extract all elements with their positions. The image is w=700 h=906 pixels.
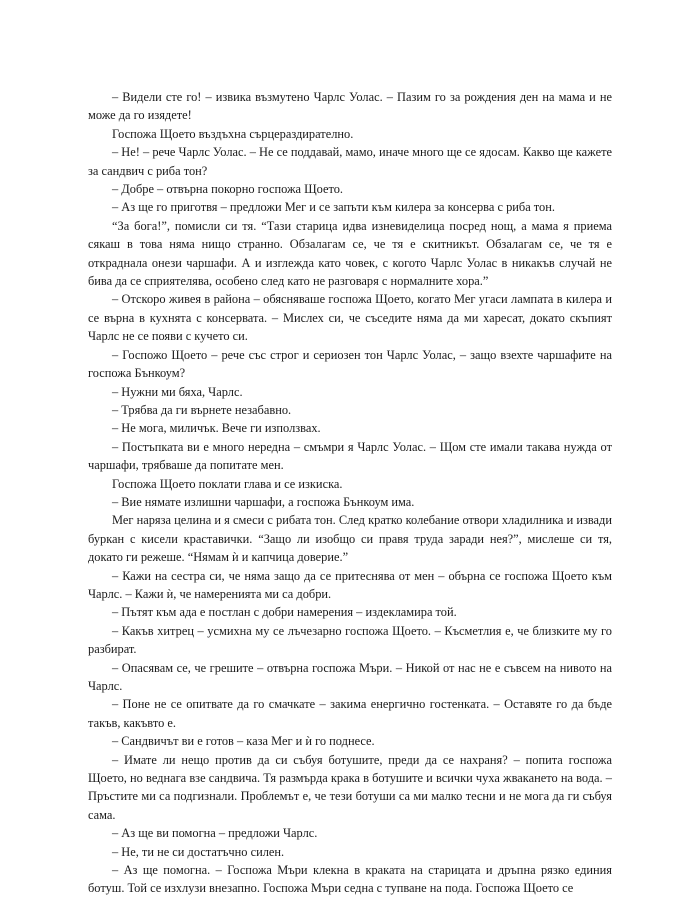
paragraph: Мег наряза целина и я смеси с рибата тон. След кратко колебание отвори хладилника и извади буркан с кисели краставички. “Защо ли изобщо си правя труда заради нея?”, мислеше си тя, докато ги режеше. “Нямам ѝ и капчица доверие.” <box>88 513 612 565</box>
paragraph: Госпожа Щоето поклати глава и се изкиска. <box>112 476 343 491</box>
paragraph: – Аз ще го приготвя – предложи Мег и се запъти към килера за консерва с риба тон. <box>112 200 555 215</box>
paragraph: – Сандвичът ви е готов – каза Мег и ѝ го поднесе. <box>112 734 375 749</box>
paragraph: – Видели сте го! – извика възмутено Чарлс Уолас. – Пазим го за рождения ден на мама и не може да го изядете! <box>88 90 612 123</box>
paragraph: – Не! – рече Чарлс Уолас. – Не се поддавай, мамо, иначе много ще се ядосам. Какво ще кажете за сандвич с риба тон? <box>88 145 612 178</box>
paragraph: – Отскоро живея в района – обясняваше госпожа Щоето, когато Мег угаси лампата в килера и се върна в кухнята с консервата. – Мислех си, че съседите няма да ми харесат, докато скъпият Чарлс не се появи с кучето си. <box>88 292 612 344</box>
paragraph: – Имате ли нещо против да си събуя ботушите, преди да се нахраня? – попита госпожа Щоето, но веднага взе сандвича. Тя размърда крака в ботушите и всички чуха жвакането на вода. – Пръстите ми са подгизнали. Проблемът е, че тези ботуши са ми малко тесни и не мога да ги събуя сама. <box>88 752 612 822</box>
paragraph: – Добре – отвърна покорно госпожа Щоето. <box>112 182 344 197</box>
paragraph: “За бога!”, помисли си тя. “Тази старица идва изневиделица посред нощ, а мама я приема сякаш в това няма нищо странно. Обзалагам се, че тя е скитникът. Обзалагам се, че тя е откраднала онези чаршафи. А и изглежда като човек, с когото Чарлс Уолас в никакъв случай не бива да се сприятелява, особено след като не разговаря с нормалните хора.” <box>88 218 612 289</box>
paragraph: – Постъпката ви е много нередна – смъмри я Чарлс Уолас. – Щом сте имали такава нужда от чаршафи, трябваше да попитате мен. <box>88 439 612 473</box>
paragraph: – Поне не се опитвате да го смачкате – закима енергично гостенката. – Оставяте го да бъде такъв, какъвто е. <box>88 697 612 730</box>
paragraph: – Нужни ми бяха, Чарлс. <box>112 384 243 399</box>
paragraph: – Вие нямате излишни чаршафи, а госпожа Бънкоум има. <box>112 494 415 509</box>
paragraph: – Аз ще ви помогна – предложи Чарлс. <box>112 826 318 841</box>
paragraph: – Не мога, миличък. Вече ги използвах. <box>112 421 321 436</box>
paragraph: – Аз ще помогна. – Госпожа Мъри клекна в краката на старицата и дръпна рязко единия ботуш. Той се изхлузи внезапно. Госпожа Мъри седна с тупване на пода. Госпожа Щоето се <box>88 863 612 896</box>
paragraph: – Пътят към ада е постлан с добри намерения – издекламира той. <box>112 605 457 620</box>
paragraph: Госпожа Щоето въздъхна сърцераздирателно. <box>112 126 354 141</box>
paragraph: – Кажи на сестра си, че няма защо да се притеснява от мен – обърна се госпожа Щоето към Чарлс. – Кажи ѝ, че намеренията ми са добри. <box>88 568 612 601</box>
paragraph: – Госпожо Щоето – рече със строг и сериозен тон Чарлс Уолас, – защо взехте чаршафите на госпожа Бънкоум? <box>88 347 612 381</box>
paragraph: – Опасявам се, че грешите – отвърна госпожа Мъри. – Никой от нас не е съвсем на нивото на Чарлс. <box>88 660 612 693</box>
paragraph: – Какъв хитрец – усмихна му се лъчезарно госпожа Щоето. – Късметлия е, че близките му го разбират. <box>88 623 612 657</box>
paragraph: – Трябва да ги върнете незабавно. <box>112 402 292 417</box>
paragraph: – Не, ти не си достатъчно силен. <box>112 844 285 859</box>
book-page <box>88 88 612 898</box>
